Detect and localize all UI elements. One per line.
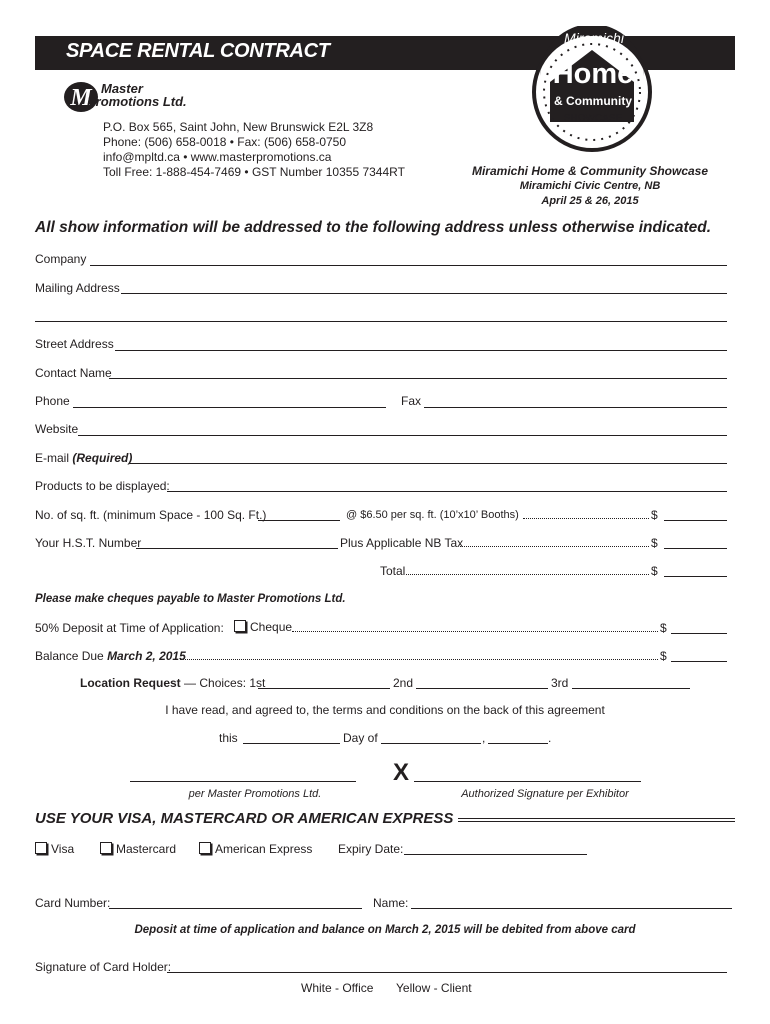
balance-dollar: $	[660, 649, 667, 663]
total-leader	[406, 574, 649, 575]
visa-label: Visa	[51, 842, 75, 856]
street-field[interactable]	[115, 350, 727, 351]
hst-field[interactable]	[136, 548, 338, 549]
company-field[interactable]	[90, 265, 727, 266]
total-label: Total	[380, 564, 406, 578]
deposit-dollar: $	[660, 621, 667, 635]
cheque-option[interactable]	[234, 620, 292, 634]
card-heading: USE YOUR VISA, MASTERCARD OR AMERICAN EXPRESS	[35, 810, 454, 827]
event-name: Miramichi Home & Community Showcase	[471, 164, 709, 178]
deposit-debit-note: Deposit at time of application and balance on March 2, 2015 will be debited from above card	[134, 924, 636, 936]
products-field[interactable]	[167, 491, 727, 492]
balance-date: March 2, 2015	[107, 649, 186, 663]
amex-option[interactable]	[199, 842, 312, 856]
products-label: Products to be displayed:	[35, 479, 170, 493]
location-title: Location Request	[80, 676, 181, 690]
location-label	[80, 676, 265, 690]
email-web-line: info@mpltd.ca • www.masterpromotions.ca	[103, 150, 332, 164]
date-comma: ,	[482, 731, 486, 745]
phone-field[interactable]	[73, 407, 386, 408]
rate-amount-field[interactable]	[664, 520, 727, 521]
fax-label: Fax	[401, 394, 422, 408]
footer-white-copy: White - Office	[301, 981, 374, 995]
card-heading-rule	[458, 818, 735, 822]
visa-option[interactable]	[35, 842, 74, 856]
card-name-label: Name:	[373, 896, 409, 910]
address-notice: All show information will be addressed to the following address unless otherwise indicated.	[35, 219, 712, 236]
email-required: (Required)	[72, 451, 133, 465]
tax-label: Plus Applicable NB Tax	[340, 536, 464, 550]
promoter-signature-field[interactable]	[130, 781, 356, 782]
footer-yellow-copy: Yellow - Client	[396, 981, 472, 995]
page-title: SPACE RENTAL CONTRACT	[66, 40, 330, 62]
badge-miramichi: Miramichi	[564, 30, 624, 46]
card-signature-label: Signature of Card Holder:	[35, 960, 172, 974]
location-3rd-label: 3rd	[551, 676, 569, 690]
svg-text:M: M	[70, 85, 92, 111]
logo-text-promotions: Promotions Ltd.	[87, 94, 187, 109]
tax-dollar: $	[651, 536, 658, 550]
mailing-label: Mailing Address	[35, 281, 120, 295]
location-choices: — Choices: 1st	[184, 676, 266, 690]
company-label: Company	[35, 252, 87, 266]
cheque-label: Cheque	[250, 620, 293, 634]
badge-showcase: SHOWCASE	[563, 113, 623, 124]
phone-fax-line: Phone: (506) 658-0018 • Fax: (506) 658-0750	[103, 135, 347, 149]
cheque-checkbox[interactable]	[234, 620, 246, 632]
signature-x-mark: X	[393, 759, 410, 786]
badge-community: & Community	[554, 94, 632, 108]
card-signature-field[interactable]	[167, 972, 727, 973]
rate-label: @ $6.50 per sq. ft. (10’x10’ Booths)	[346, 509, 519, 521]
street-label: Street Address	[35, 337, 114, 351]
event-venue: Miramichi Civic Centre, NB	[519, 180, 661, 192]
sqft-field[interactable]	[258, 520, 340, 521]
deposit-amount-field[interactable]	[671, 633, 727, 634]
authorized-signature-label: Authorized Signature per Exhibitor	[461, 788, 629, 800]
day-of-label: Day of	[343, 731, 378, 745]
expiry-label: Expiry Date:	[338, 842, 404, 856]
balance-text: Balance Due	[35, 649, 104, 663]
location-1st-field[interactable]	[258, 688, 390, 689]
card-number-label: Card Number:	[35, 896, 111, 910]
sqft-label: No. of sq. ft. (minimum Space - 100 Sq. Ft.)	[35, 508, 267, 522]
location-2nd-label: 2nd	[393, 676, 414, 690]
agreement-text: I have read, and agreed to, the terms and conditions on the back of this agreement	[165, 703, 605, 717]
amex-checkbox[interactable]	[199, 842, 211, 854]
email-label-text: E-mail	[35, 451, 70, 465]
per-master-label: per Master Promotions Ltd.	[188, 788, 322, 800]
tax-leader	[460, 546, 649, 547]
balance-label	[35, 649, 186, 663]
balance-amount-field[interactable]	[671, 661, 727, 662]
website-field[interactable]	[78, 435, 727, 436]
day-field[interactable]	[243, 743, 340, 744]
logo-text-master: Master	[101, 81, 143, 96]
exhibitor-signature-field[interactable]	[414, 781, 641, 782]
mastercard-option[interactable]	[100, 842, 176, 856]
location-3rd-field[interactable]	[572, 688, 690, 689]
mailing-field-2[interactable]	[35, 321, 727, 322]
balance-leader	[180, 659, 658, 660]
tax-amount-field[interactable]	[664, 548, 727, 549]
event-dates: April 25 & 26, 2015	[541, 195, 639, 207]
expiry-field[interactable]	[404, 854, 587, 855]
visa-checkbox[interactable]	[35, 842, 47, 854]
cheques-note: Please make cheques payable to Master Promotions Ltd.	[35, 593, 346, 605]
month-field[interactable]	[381, 743, 481, 744]
amex-label: American Express	[215, 842, 313, 856]
contact-field[interactable]	[109, 378, 727, 379]
rate-leader	[523, 518, 649, 519]
hst-label: Your H.S.T. Number	[35, 536, 142, 550]
this-label: this	[219, 731, 238, 745]
email-label	[35, 451, 132, 465]
phone-label: Phone	[35, 394, 70, 408]
address-line: P.O. Box 565, Saint John, New Brunswick E2L 3Z8	[103, 120, 374, 134]
deposit-leader	[292, 631, 658, 632]
tollfree-gst-line: Toll Free: 1-888-454-7469 • GST Number 10355 7344RT	[103, 165, 405, 179]
total-amount-field[interactable]	[664, 576, 727, 577]
card-number-field[interactable]	[109, 908, 362, 909]
website-label: Website	[35, 422, 79, 436]
badge-home: Home	[552, 58, 634, 90]
fax-field[interactable]	[424, 407, 727, 408]
mailing-field[interactable]	[121, 293, 727, 294]
rate-dollar: $	[651, 508, 658, 522]
date-period: .	[548, 731, 552, 745]
mastercard-label: Mastercard	[116, 842, 177, 856]
deposit-label: 50% Deposit at Time of Application:	[35, 621, 224, 635]
total-dollar: $	[651, 564, 658, 578]
contact-label: Contact Name	[35, 366, 112, 380]
email-field[interactable]	[129, 463, 727, 464]
location-2nd-field[interactable]	[416, 688, 548, 689]
card-name-field[interactable]	[411, 908, 732, 909]
mastercard-checkbox[interactable]	[100, 842, 112, 854]
year-field[interactable]	[488, 743, 548, 744]
